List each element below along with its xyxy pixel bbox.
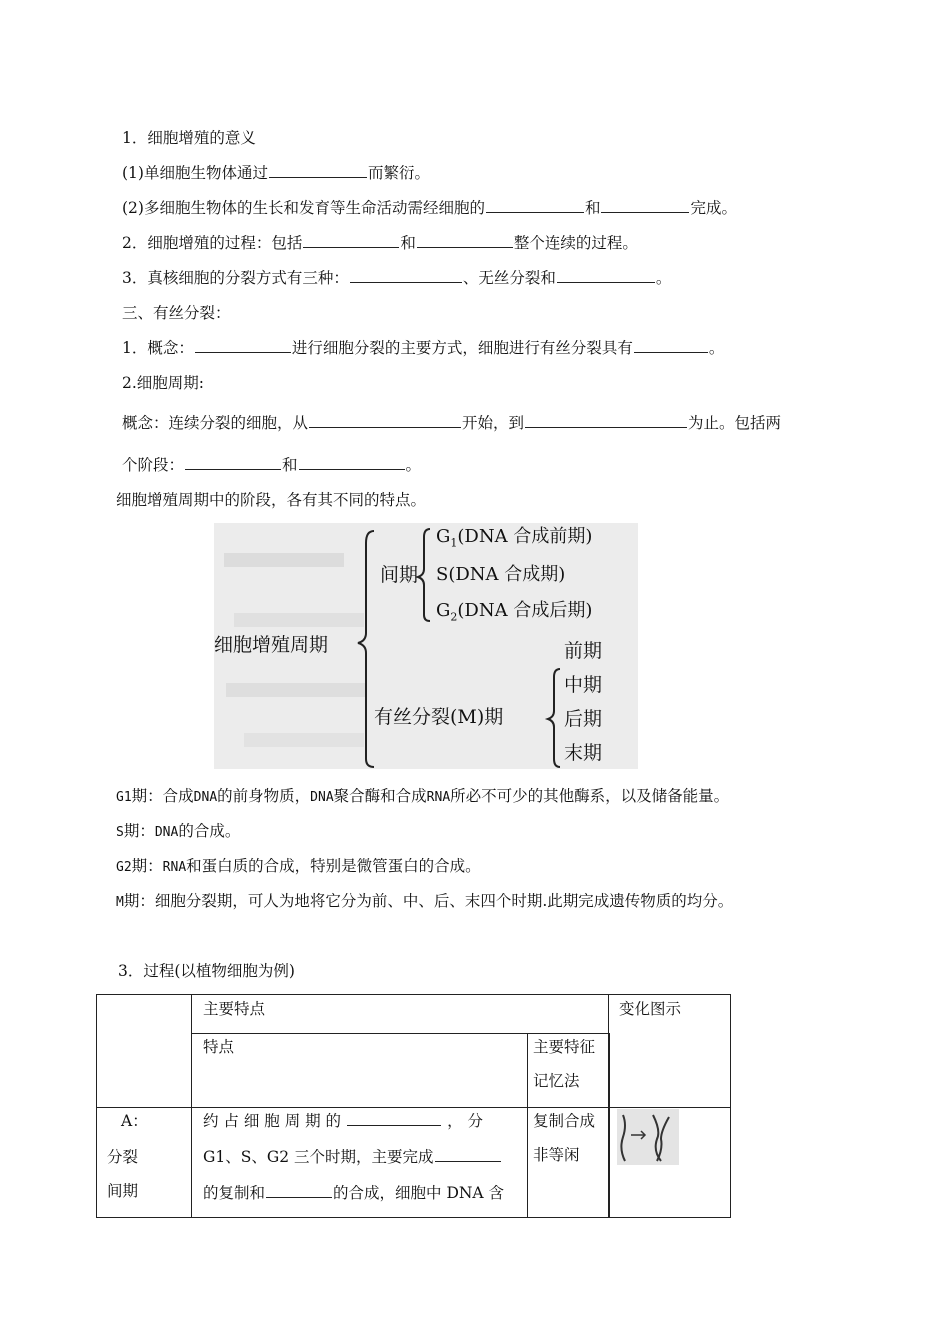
figure-metaphase: 中期 xyxy=(564,674,603,696)
mitosis-heading: 三、有丝分裂： xyxy=(122,304,231,322)
figure-g1-text: (DNA 合成前期) xyxy=(457,526,593,547)
figure-g2: $G_2(DNA$ 合成后期) xyxy=(436,600,593,624)
row-a-text-3b: 的合成，细胞中 DNA 含 xyxy=(333,1184,505,1202)
table-divider xyxy=(608,995,609,1217)
item2-post: 完成。 xyxy=(690,199,737,217)
figure-g2-text: (DNA 合成后期) xyxy=(457,600,593,621)
section2-blank-1[interactable] xyxy=(303,233,399,248)
table-divider xyxy=(191,1033,609,1034)
item2-blank-2[interactable] xyxy=(601,198,689,213)
item1-post: 而繁衍。 xyxy=(367,164,430,182)
row-a-label-3: 间期 xyxy=(107,1182,139,1200)
section2 xyxy=(122,233,638,253)
cycle-mid: 开始，到 xyxy=(462,414,525,432)
cycle-pre: 概念：连续分裂的细胞，从 xyxy=(122,414,309,432)
section3-blank-2[interactable] xyxy=(557,268,655,283)
section1-title: 1．细胞增殖的意义 xyxy=(122,129,256,147)
cycle-concept xyxy=(122,413,781,433)
figure-root: 细胞增殖周期 xyxy=(214,634,329,656)
header-feature: 特点 xyxy=(203,1038,235,1056)
note-g1-text3: 聚合酶和合成 xyxy=(333,787,427,805)
chromosome-replication-diagram xyxy=(617,1109,679,1165)
process-heading: 3．过程(以植物细胞为例) xyxy=(118,962,295,980)
section3-blank-1[interactable] xyxy=(350,268,462,283)
row-a-text-2a: G1、S、G2 三个时期，主要完成 xyxy=(203,1148,434,1166)
figure-anaphase: 后期 xyxy=(564,708,603,730)
table-divider xyxy=(527,1033,528,1217)
header-mnemonic-1: 主要特征 xyxy=(533,1038,596,1056)
note-g1-dna: DNA xyxy=(193,790,218,805)
row-a-text-3a: 的复制和 xyxy=(203,1184,266,1202)
note-g2-text2: 和蛋白质的合成，特别是微管蛋白的合成。 xyxy=(186,857,481,875)
note-g1-text2: 的前身物质， xyxy=(217,787,311,805)
cycle-intro: 细胞增殖周期中的阶段，各有其不同的特点。 xyxy=(116,491,427,509)
section2-mid: 和 xyxy=(400,234,416,252)
figure-interphase: 间期 xyxy=(380,564,419,586)
table-divider xyxy=(609,1033,610,1217)
note-g1 xyxy=(116,786,729,808)
cycle-heading: 2.细胞周期: xyxy=(122,374,205,392)
row-a-label-2: 分裂 xyxy=(107,1148,139,1166)
note-g1-label: G1 xyxy=(116,790,132,805)
concept-mid: 进行细胞分裂的主要方式，细胞进行有丝分裂具有 xyxy=(291,339,633,357)
cycle-post: 为止。包括两 xyxy=(688,414,782,432)
note-s xyxy=(116,821,240,843)
concept-blank-2[interactable] xyxy=(634,338,708,353)
note-g2-label: G2 xyxy=(116,860,132,875)
note-g2-rna: RNA xyxy=(162,860,187,875)
note-g1-dna2: DNA xyxy=(310,790,334,805)
row-a-text-1b: ， 分 xyxy=(447,1112,484,1130)
section3 xyxy=(122,268,671,288)
figure-telophase: 末期 xyxy=(564,742,603,764)
item2-pre: (2)多细胞生物体的生长和发育等生命活动需经细胞的 xyxy=(122,199,485,217)
row-a-mnemonic-2: 非等闲 xyxy=(533,1146,580,1164)
concept-blank-1[interactable] xyxy=(195,338,291,353)
row-a-blank-1[interactable] xyxy=(347,1111,441,1126)
item2-mid: 和 xyxy=(584,199,601,217)
row-a-text-1a: 约 占 细 胞 周 期 的 xyxy=(203,1112,342,1130)
row-a-blank-3[interactable] xyxy=(266,1183,332,1198)
note-m-text: 期：细胞分裂期，可人为地将它分为前、中、后、末四个时期.此期完成遗传物质的均分。 xyxy=(123,892,734,910)
item1-pre: (1)单细胞生物体通过 xyxy=(122,164,268,182)
note-s-label: S xyxy=(116,825,124,840)
section2-blank-2[interactable] xyxy=(417,233,513,248)
stages-post: 。 xyxy=(405,456,422,474)
concept-pre: 1．概念： xyxy=(122,339,194,357)
header-diagram: 变化图示 xyxy=(619,1000,682,1018)
item2-blank-1[interactable] xyxy=(486,198,584,213)
section1-item2 xyxy=(122,198,737,218)
note-s-text2: 的合成。 xyxy=(178,822,241,840)
process-table xyxy=(96,994,731,1218)
item1-blank[interactable] xyxy=(269,163,367,178)
section1-item1 xyxy=(122,163,430,183)
stages-blank-1[interactable] xyxy=(185,455,281,470)
table-divider xyxy=(97,1107,730,1108)
note-m xyxy=(116,891,733,913)
stages-blank-2[interactable] xyxy=(299,455,405,470)
concept-post: 。 xyxy=(708,339,725,357)
note-g2-text: 期： xyxy=(131,857,163,875)
figure-s: S(DNA 合成期) xyxy=(436,564,566,585)
figure-m-phase: 有丝分裂(M)期 xyxy=(374,706,504,728)
header-mnemonic-2: 记忆法 xyxy=(533,1072,580,1090)
note-g1-rna: RNA xyxy=(426,790,451,805)
figure-prophase: 前期 xyxy=(564,640,603,662)
note-g1-text4: 所必不可少的其他酶系，以及储备能量。 xyxy=(450,787,730,805)
row-a-label-1: A： xyxy=(121,1112,148,1130)
note-s-dna: DNA xyxy=(154,825,179,840)
note-s-text: 期： xyxy=(123,822,155,840)
row-a-text-1 xyxy=(203,1111,483,1131)
section2-pre: 2．细胞增殖的过程：包括 xyxy=(122,234,303,252)
section3-pre: 3．真核细胞的分裂方式有三种： xyxy=(122,269,349,287)
cycle-blank-2[interactable] xyxy=(525,413,687,428)
note-m-label: M xyxy=(116,895,124,910)
stages-mid: 和 xyxy=(282,456,298,474)
cycle-blank-1[interactable] xyxy=(309,413,461,428)
note-g2 xyxy=(116,856,481,878)
stages-pre: 个阶段： xyxy=(122,456,185,474)
note-g1-text: 期：合成 xyxy=(131,787,194,805)
row-a-mnemonic-1: 复制合成 xyxy=(533,1112,596,1130)
row-a-text-3 xyxy=(203,1183,504,1203)
mitosis-concept xyxy=(122,338,724,358)
cycle-stages xyxy=(122,455,421,475)
table-divider xyxy=(191,995,192,1217)
section2-post: 整个连续的过程。 xyxy=(513,234,638,252)
row-a-blank-2[interactable] xyxy=(435,1147,501,1162)
row-a-text-2 xyxy=(203,1147,502,1167)
figure-g1: $G_1(DNA$ 合成前期) xyxy=(436,526,593,550)
chromosome-diagram-svg xyxy=(617,1109,679,1165)
header-main-features: 主要特点 xyxy=(203,1000,266,1018)
section3-post: 。 xyxy=(655,269,672,287)
section3-mid: 、无丝分裂和 xyxy=(462,269,556,287)
cell-cycle-figure xyxy=(214,523,638,769)
